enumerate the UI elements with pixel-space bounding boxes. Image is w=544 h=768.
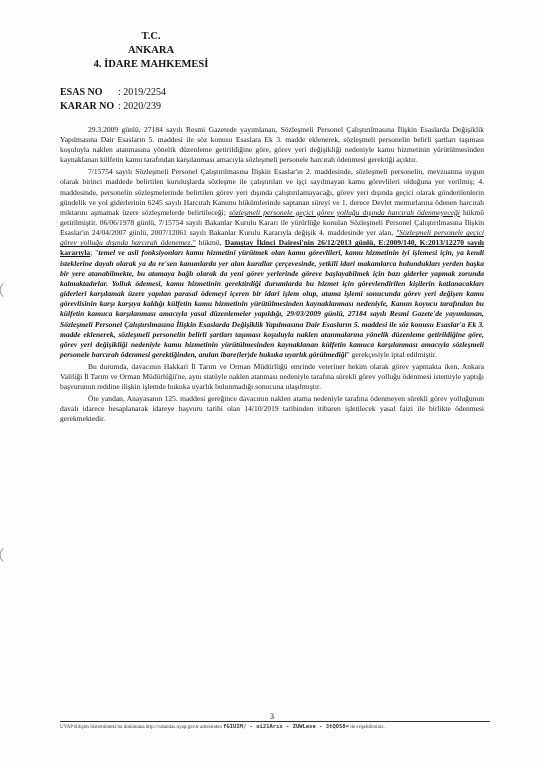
karar-row <box>60 100 166 114</box>
p2-danistay-citation: Danıştay İkinci Dairesi'nin 26/12/2013 günlü, E:2009/140, K:2013/12270 sayılı kararıyla <box>60 238 485 258</box>
header-line-court: 4. İDARE MAHKEMESİ <box>93 59 209 70</box>
header-line-tc: T.C. <box>141 31 161 42</box>
p2-quoted-provision: "Sözleşmeli personele geçici görev yolluğu dışında harcırah ödenemez." <box>60 228 484 248</box>
case-numbers <box>60 86 166 114</box>
court-header <box>86 30 216 72</box>
uyap-footer <box>60 724 500 731</box>
decision-body <box>60 125 484 426</box>
footer-divider <box>60 721 490 722</box>
karar-value: : 2020/239 <box>118 101 162 112</box>
paragraph-4: Öte yandan, Anayasanın 125. maddesi gereğince davacının naklen atama nedeniyle tarafına ödenmeyen sürekli görev yolluğunun davalı idarece hesaplanarak idareye başvuru tarihi olan 14/10/2019 tarihinden itibaren işletilecek yasal faizi ile birlikte ödenmesi gerekmektedir. <box>60 393 484 424</box>
p2-text-g: " gerekçesiyle iptal edilmiştir. <box>346 350 437 360</box>
punch-hole-mark <box>0 548 10 562</box>
p2-text-b: hükmü getirilmiştir. 06/06/1978 günlü, 7/15754 sayılı Bakanlar Kurulu Kararı ile yürürlüğe konulan Sözleşmeli Personel Çalıştırılmasına İlişkin Esaslar'ın 24/04/2007 günlü, 2007/12061 sayılı Bakanlar Kurulu Kararıyla değişik 4. maddesinde yer alan, <box>60 207 484 238</box>
p2-text-e: ; " <box>90 248 99 258</box>
punch-hole-mark <box>0 283 10 297</box>
p2-text-a: 7/15754 sayılı Sözleşmeli Personel Çalıştırılmasına İlişkin Esaslar'ın 2. maddesinde, sözleşmeli personelin, mevzuatına uygun olarak birinci maddede belirtilen kuruluşlarda sözleşme ile çalıştırılan ve işçi sayılmayan kamu görevlileri olduğuna yer verilmiş; 4. maddesinde, personelin sözleşmelerinde belirtilen görev yeri dışında çalıştırılamayacağı, görev yeri dışında geçici olarak gönderilenlerin gündelik ve yol giderlerinin 6245 sayılı Harcırah Kanunu hükümlerinde saptanan süreyi ve 1. derece Devlet memurlarına ödenen harcırah miktarını aşmamak üzere sözleşmelerde belirtileceği; <box>60 167 484 217</box>
page-number: 3 <box>270 712 274 721</box>
karar-label: KARAR NO <box>60 101 115 112</box>
verification-code: fGIUIM/ - oi21Arıs - ZUWLese - 3tQOS8= <box>223 724 349 730</box>
header-line-city: ANKARA <box>127 45 175 56</box>
esas-row <box>60 86 166 100</box>
p2-danistay-quote: temel ve asli fonksiyonları kamu hizmetini yürütmek olan kamu görevlileri, kamu hizmetinin iyi işlemesi için, ya kendi isteklerine dayalı olarak ya da re'sen kanunlarda yer alan kurallar çerçevesinde, yetkili idari makamlarca bulundukları yerden başka bir yere atanabilmekte, bu atamaya bağlı olarak da yeni görev yerlerinde göreve başlayabilmek için bazı giderler yapmak zorunda kalmaktadırlar. Yolluk ödemesi, kamu hizmetinin gerektirdiği durumlarda bu hizmet için görevlendirilen kişilerin katlanacakları giderleri karşılamak üzere yapılan parasal ödemeyi içeren bir idari işlem olup, atama işlemi sonucunda görev yeri değişen kamu görevlisinin karşı karşıya kaldığı külfetin kamu hizmetinin yürütülmesinden kaynaklanması nedeniyle, Kanun koyucu tarafından bu külfetin kamuca karşılanması amacıyla yasal düzenlemeler yapıldığı, 29/03/2009 günlü, 27184 sayılı Resmi Gazete'de yayımlanan, Sözleşmeli Personel Çalıştırılmasına İlişkin Esaslarda Değişiklik Yapılmasına Dair Esasların 5. maddesi ile söz konusu Esaslar'a Ek 3. madde eklenerek, sözleşmeli personelin belirli şartları taşıması koşuluyla naklen atanmalarına yönelik düzenleme getirildiğine göre, görev yeri değişikliği nedeniyle kamu hizmetinin yürütülmesinden kaynaklanan külfetin kamuca karşılanması amacıyla sözleşmeli personele harcırah ödenmesi gerektiğinden, anılan ibare(ler)de hukuka uyarlık görülmediği <box>60 248 484 360</box>
footer-prefix: UYAP Bilişim Sistemindeki bu dokümana http://vatandas.uyap.gov.tr adresinden <box>60 725 222 730</box>
paragraph-1: 29.3.2009 günlü, 27184 sayılı Resmi Gazetede yayımlanan, Sözleşmeli Personel Çalıştırılmasına İlişkin Esaslarda Değişiklik Yapılmasına Dair Esasların 5. maddesi ile söz konusu Esaslara Ek 3. madde eklenerek, sözleşmeli personelin belirli şartları taşıması koşuluyla naklen atanmasına yönelik düzenleme getirildiğine göre, görev yeri değişikliği nedeniyle kamu hizmetinin yürütülmesinden kaynaklanan külfetin kamu tarafından karşılanması amacıyla sözleşmeli personele harcırah ödenmesi gerektiği açıktır. <box>60 125 484 165</box>
esas-value: : 2019/2254 <box>118 87 167 98</box>
footer-suffix: ile erişebilirsiniz. <box>350 725 385 730</box>
p2-text-c: hükmü, <box>195 238 225 248</box>
paragraph-3: Bu durumda, davacının Hakkari İl Tarım ve Orman Müdürlüğü emrinde veteriner hekim olarak görev yapmakta iken, Ankara Valiliği İl Tarım ve Orman Müdürlüğü'ne, aynı statüyle naklen atanması nedeniyle tarafına sürekli görev yolluğu ödenmesi istemiyle yaptığı başvurunun reddine ilişkin işlemde hukuka uyarlık bulunmadığı sonucuna ulaşılmıştır. <box>60 361 484 392</box>
esas-label: ESAS NO <box>60 87 103 98</box>
p2-italic-rule: sözleşmeli personele geçici görev yolluğu dışında harcırah ödenmeyeceği <box>229 207 460 217</box>
paragraph-2 <box>60 167 484 360</box>
